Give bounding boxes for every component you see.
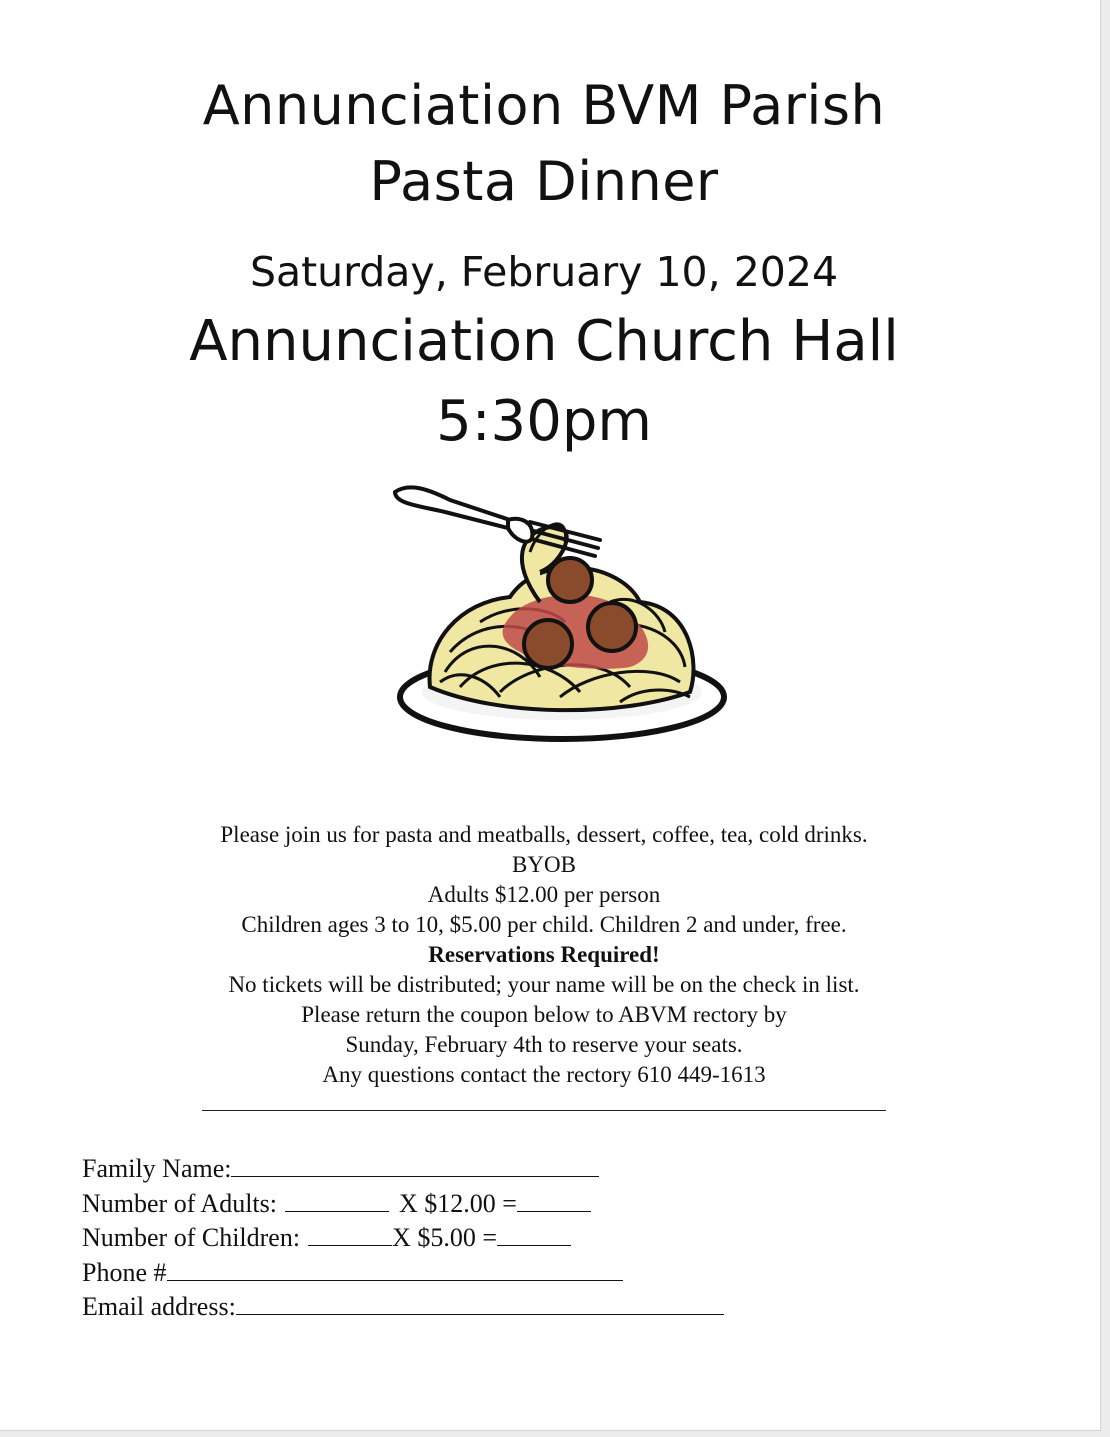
- details-tickets: No tickets will be distributed; your name will be on the check in list.: [228, 972, 860, 997]
- event-time: 5:30pm: [436, 389, 652, 454]
- adults-count-field[interactable]: [285, 1191, 389, 1212]
- details-byob: BYOB: [512, 852, 576, 877]
- email-field[interactable]: [236, 1294, 724, 1315]
- details-menu: Please join us for pasta and meatballs, dessert, coffee, tea, cold drinks.: [220, 822, 868, 847]
- phone-field[interactable]: [167, 1260, 623, 1281]
- family-name-label: Family Name:: [82, 1154, 232, 1183]
- adults-price-label: X $12.00 =: [399, 1188, 517, 1218]
- details-return-coupon: Please return the coupon below to ABVM rectory by: [301, 1002, 787, 1027]
- children-row: [82, 1221, 724, 1256]
- children-count-field[interactable]: [308, 1225, 392, 1246]
- spaghetti-plate-icon: [390, 482, 735, 752]
- event-details: [0, 820, 1088, 1090]
- details-adult-price: Adults $12.00 per person: [427, 882, 661, 907]
- adults-row: [82, 1187, 724, 1222]
- family-name-field[interactable]: [231, 1156, 599, 1177]
- children-label: Number of Children:: [82, 1223, 301, 1252]
- details-deadline: Sunday, February 4th to reserve your seats.: [345, 1032, 743, 1057]
- phone-label: Phone #: [82, 1257, 167, 1287]
- title-line-2: Pasta Dinner: [369, 150, 719, 213]
- coupon-divider: [202, 1110, 886, 1111]
- details-child-price: Children ages 3 to 10, $5.00 per child. Children 2 and under, free.: [241, 912, 847, 937]
- reservation-coupon: [82, 1152, 724, 1325]
- adults-total-field[interactable]: [517, 1191, 591, 1212]
- email-label: Email address:: [82, 1292, 236, 1321]
- event-title: [0, 68, 1088, 220]
- event-location: Annunciation Church Hall: [189, 309, 899, 374]
- family-name-row: [82, 1152, 724, 1187]
- children-price-label: X $5.00 =: [392, 1223, 498, 1252]
- event-date: Saturday, February 10, 2024: [249, 248, 839, 296]
- children-total-field[interactable]: [497, 1225, 571, 1246]
- details-contact: Any questions contact the rectory 610 449-1613: [322, 1062, 766, 1087]
- email-row: [82, 1290, 724, 1325]
- details-reservations: Reservations Required!: [428, 942, 660, 967]
- phone-row: [82, 1256, 724, 1291]
- adults-label: Number of Adults:: [82, 1188, 277, 1218]
- title-line-1: Annunciation BVM Parish: [202, 74, 886, 137]
